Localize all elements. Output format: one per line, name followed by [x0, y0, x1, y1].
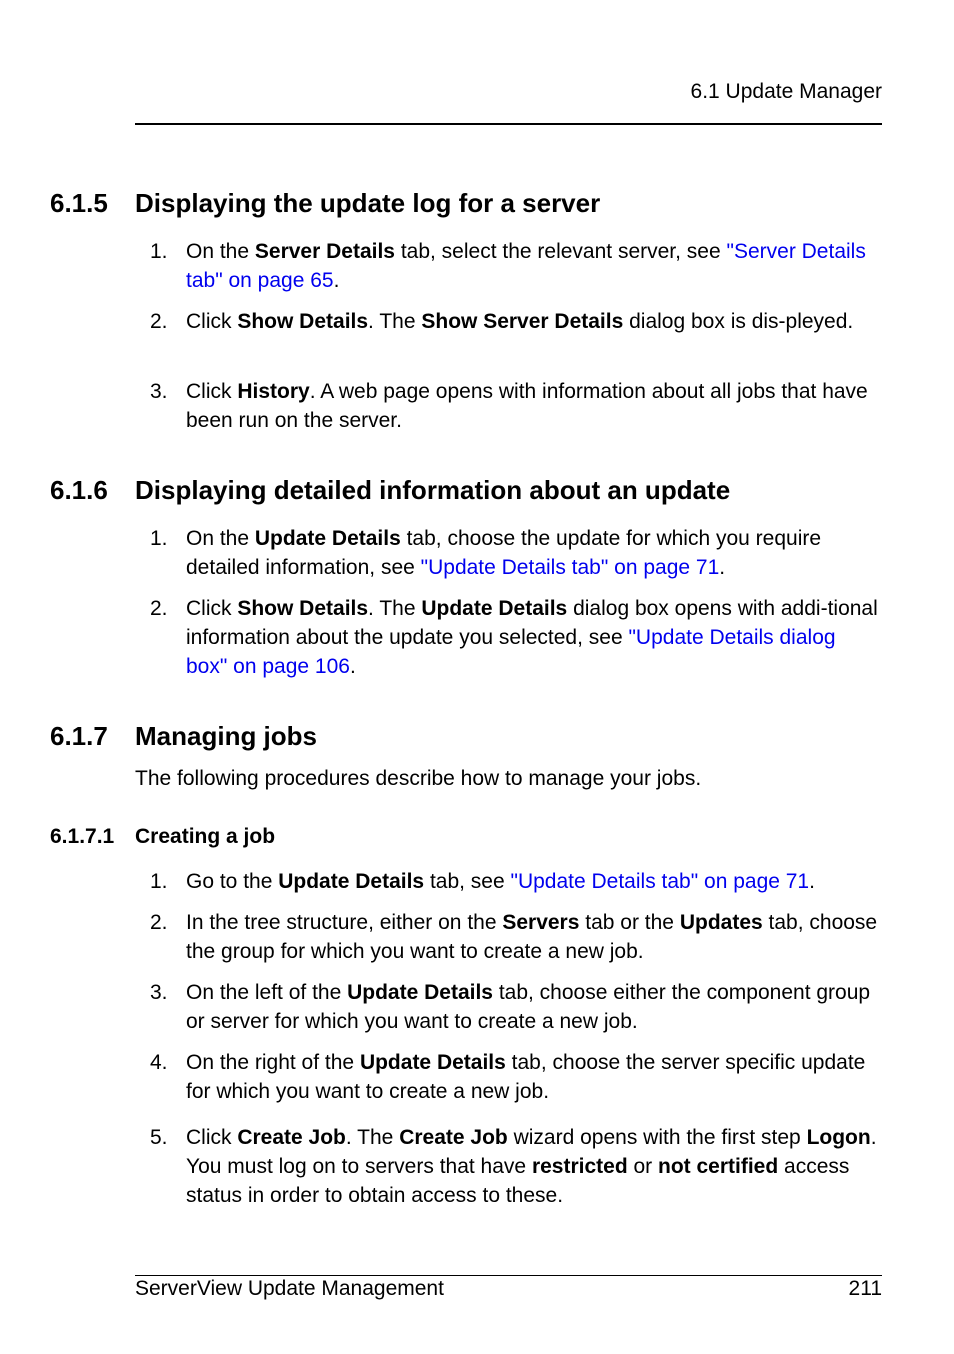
text: tab, choose the server specific update for which you want to create a new job. [186, 1051, 866, 1103]
text: . [349, 655, 356, 678]
text: dialog box is dis-pleyed. [623, 310, 854, 333]
list-number: 1. [150, 527, 168, 550]
list-item [135, 978, 882, 1036]
list-item [135, 1123, 882, 1210]
list-item [135, 1048, 882, 1106]
section-heading-6-1-6 [50, 475, 730, 505]
list-item [135, 867, 882, 896]
text: tab, choose the group for which you want to create a new job. [186, 911, 878, 963]
cross-reference-link[interactable]: "Update Details tab" on page 71 [510, 870, 810, 893]
ui-term: Create Job [237, 1126, 346, 1149]
text: On the [186, 527, 255, 550]
footer-divider [135, 1275, 882, 1276]
list-number: 3. [150, 981, 168, 1004]
running-header: 6.1 Update Manager [690, 80, 882, 103]
text: dialog box opens with addi-tional information about the update you selected, see [186, 597, 878, 649]
text: tab, choose the update for which you require detailed information, see [186, 527, 822, 579]
text: . The [368, 310, 422, 333]
text: Go to the [186, 870, 279, 893]
cross-reference-link[interactable]: "Server Details tab" on page 65 [186, 240, 866, 292]
subsection-heading-6-1-7-1 [50, 825, 275, 849]
list-number: 2. [150, 597, 168, 620]
ui-term: Updates [679, 911, 763, 934]
cross-reference-link[interactable]: "Update Details dialog box" on page 106 [186, 626, 836, 678]
text: . [809, 870, 815, 893]
ui-term: restricted [531, 1155, 628, 1178]
list-number: 4. [150, 1051, 168, 1074]
list-item [135, 594, 882, 681]
text: . [719, 556, 726, 579]
section-number: 6.1.5 [50, 188, 108, 218]
section-heading-6-1-7 [50, 721, 317, 751]
ui-term: Create Job [399, 1126, 508, 1149]
ui-term: Server Details [254, 240, 395, 263]
list-item [135, 307, 882, 336]
ui-term: Show Details [237, 310, 369, 333]
list-number: 3. [150, 380, 168, 403]
subsection-title: Creating a job [135, 825, 276, 848]
header-divider [135, 123, 882, 125]
text: Click [186, 597, 238, 620]
ui-term: Logon [806, 1126, 871, 1149]
text: On the right of the [186, 1051, 360, 1074]
ui-term: Show Details [237, 597, 369, 620]
cross-reference-link[interactable]: "Update Details tab" on page 71 [420, 556, 720, 579]
text: wizard opens with the first step [507, 1126, 807, 1149]
list-item [135, 908, 882, 966]
text: Click [186, 1126, 238, 1149]
section-title: Displaying detailed information about an update [135, 475, 731, 505]
text: tab, see [424, 870, 511, 893]
ui-term: History [237, 380, 310, 403]
section-title: Displaying the update log for a server [135, 188, 601, 218]
list-number: 5. [150, 1126, 168, 1149]
footer-product-name: ServerView Update Management [135, 1277, 444, 1300]
section-number: 6.1.6 [50, 475, 108, 505]
list-number: 2. [150, 911, 168, 934]
text: On the left of the [186, 981, 348, 1004]
text: . [333, 269, 340, 292]
ui-term: Show Server Details [421, 310, 624, 333]
text: . The [345, 1126, 400, 1149]
text: tab or the [579, 911, 680, 934]
text: Click [186, 310, 238, 333]
text: access status in order to obtain access to these. [186, 1155, 850, 1207]
text: tab, select the relevant server, see [394, 240, 727, 263]
ui-term: not certified [658, 1155, 779, 1178]
ui-term: Update Details [421, 597, 568, 620]
text: Click [186, 380, 238, 403]
text: . The [368, 597, 422, 620]
ui-term: Update Details [359, 1051, 506, 1074]
section-intro: The following procedures describe how to manage your jobs. [135, 767, 702, 790]
ui-term: Update Details [254, 527, 401, 550]
list-number: 1. [150, 240, 168, 263]
ui-term: Update Details [347, 981, 493, 1004]
section-title: Managing jobs [135, 721, 317, 751]
text: or [627, 1155, 658, 1178]
text: In the tree structure, either on the [186, 911, 503, 934]
list-item [135, 524, 882, 582]
text: On the [186, 240, 255, 263]
list-item [135, 237, 882, 295]
list-item [135, 377, 882, 435]
ui-term: Update Details [278, 870, 425, 893]
section-number: 6.1.7 [50, 721, 108, 751]
section-heading-6-1-5 [50, 188, 600, 218]
list-number: 2. [150, 310, 168, 333]
ui-term: Servers [502, 911, 580, 934]
text: . A web page opens with information about all jobs that have been run on the server. [186, 380, 868, 432]
subsection-number: 6.1.7.1 [50, 825, 115, 848]
list-number: 1. [150, 870, 168, 893]
page-number: 211 [848, 1277, 882, 1300]
text: tab, choose either the component group or server for which you want to create a new job. [186, 981, 871, 1033]
text: . You must log on to servers that have [186, 1126, 877, 1178]
